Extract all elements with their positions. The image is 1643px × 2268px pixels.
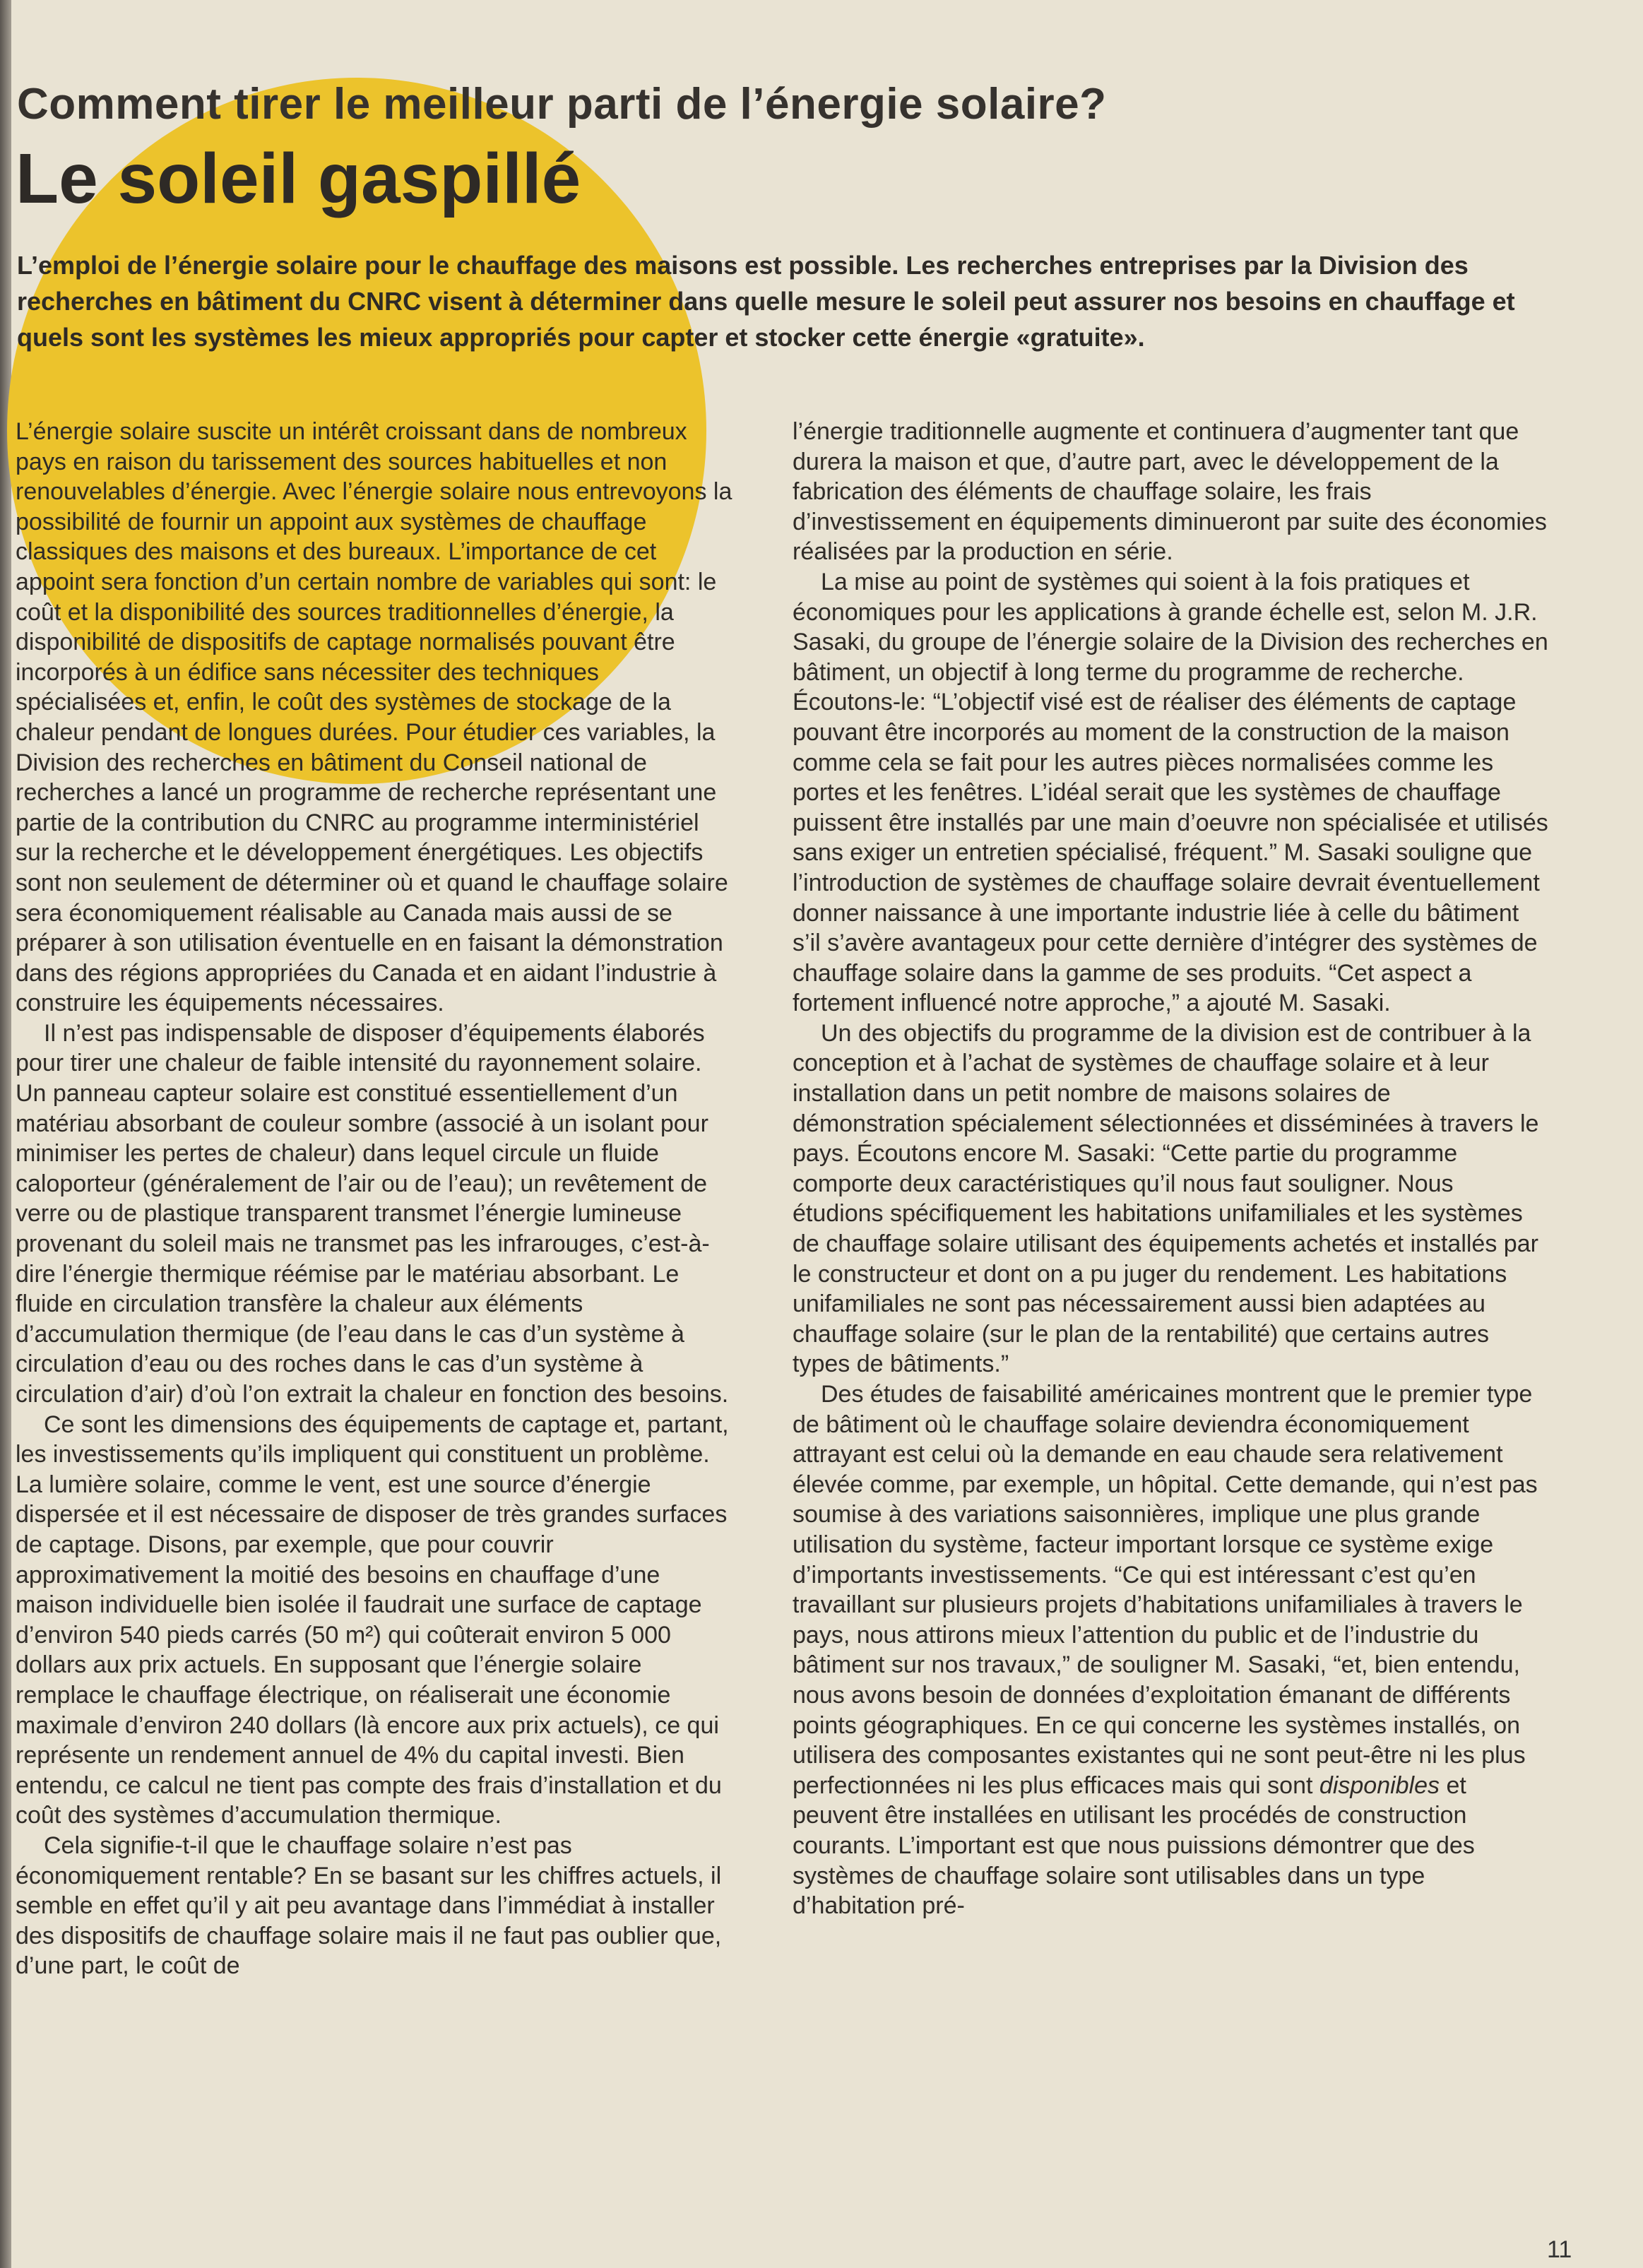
left-column bbox=[16, 417, 736, 2211]
paragraph-text: et peuvent être installées en utilisant les procédés de construction courants. L’important est que nous puissions démontrer que des systèmes de chauffage solaire sont utilisables dans un type d’habitation pré- bbox=[793, 1771, 1475, 1920]
paragraph: Ce sont les dimensions des équipements de captage et, partant, les investissements qu’ils impliquent qui constituent un problème. La lumière solaire, comme le vent, est une source d’énergie dispersée et il est nécessaire de disposer de très grandes surfaces de captage. Disons, par exemple, que pour couvrir approximativement la moitié des besoins en chauffage d’une maison individuelle bien isolée il faudrait une surface de captage d’environ 540 pieds carrés (50 m²) qui coûterait environ 5 000 dollars aux prix actuels. En supposant que l’énergie solaire remplace le chauffage électrique, on réaliserait une économie maximale d’environ 240 dollars (là encore aux prix actuels), ce qui représente un rendement annuel de 4% du capital investi. Bien entendu, ce calcul ne tient pas compte des frais d’installation et du coût des systèmes d’accumulation thermique. bbox=[16, 1411, 729, 1829]
paragraph bbox=[793, 1379, 1548, 1921]
paragraph: l’énergie traditionnelle augmente et continuera d’augmenter tant que durera la maison et que, d’autre part, avec le développement de la fabrication des éléments de chauffage solaire, les frais d’investissement en équipements diminueront par suite des économies réalisées par la production en série. bbox=[793, 418, 1547, 566]
paragraph: L’énergie solaire suscite un intérêt croissant dans de nombreux pays en raison du tarissement des sources habituelles et non renouvelables d’énergie. Avec l’énergie solaire nous entrevoyons la possibilité de fournir un appoint aux systèmes de chauffage classiques des maisons et des bureaux. L’importance de cet appoint sera fonction d’un certain nombre de variables qui sont: le coût et la disponibilité des sources traditionnelles d’énergie, la disponibilité de dispositifs de captage normalisés pouvant être incorporés à un édifice sans nécessiter des techniques spécialisées et, enfin, le coût des systèmes de stockage de la chaleur pendant de longues durées. Pour étudier ces variables, la Division des recherches en bâtiment du Conseil national de recherches a lancé un programme de recherche représentant une partie de la contribution du CNRC au programme interministériel sur la recherche et le développement énergétiques. Les objectifs sont non seulement de déterminer où et quand le chauffage solaire sera économiquement réalisable au Canada mais aussi de se préparer à son utilisation éventuelle en en faisant la démonstration dans des régions appropriées du Canada et en aidant l’industrie à construire les équipements nécessaires. bbox=[16, 418, 732, 1017]
emphasis-text: disponibles bbox=[1319, 1771, 1440, 1799]
paragraph: Cela signifie-t-il que le chauffage solaire n’est pas économiquement rentable? En se basant sur les chiffres actuels, il semble en effet qu’il y ait peu avantage dans l’immédiat à installer des dispositifs de chauffage solaire mais il ne faut pas oublier que, d’une part, le coût de bbox=[16, 1831, 722, 1980]
article-title: Le soleil gaspillé bbox=[16, 139, 581, 218]
right-column bbox=[793, 417, 1548, 2211]
paragraph-text: Des études de faisabilité américaines montrent que le premier type de bâtiment où le chauffage solaire deviendra économiquement attrayant est celui où la demande en eau chaude sera relativement élevée comme, par exemple, un hôpital. Cette demande, qui n’est pas soumise à des variations saisonnières, implique une plus grande utilisation du système, facteur important lorsque ce système exige d’importants investissements. “Ce qui est intéressant c’est qu’en travaillant sur plusieurs projets d’habitations unifamiliales à travers le pays, nous attirons mieux l’attention du public et de l’industrie du bâtiment sur nos travaux,” de souligner M. Sasaki, “et, bien entendu, nous avons besoin de données d’exploitation émanant de différents points géographiques. En ce qui concerne les systèmes installés, on utilisera des composantes existantes qui ne sont peut-être ni les plus perfectionnées ni les plus efficaces mais qui sont bbox=[793, 1381, 1538, 1799]
paragraph: La mise au point de systèmes qui soient à la fois pratiques et économiques pour les applications à grande échelle est, selon M. J.R. Sasaki, du groupe de l’énergie solaire de la Division des recherches en bâtiment, un objectif à long terme du programme de recherche. Écoutons-le: “L’objectif visé est de réaliser des éléments de captage pouvant être incorporés au moment de la construction de la maison comme cela se fait pour les autres pièces normalisées comme les portes et les fenêtres. L’idéal serait que les systèmes de chauffage puissent être installés par une main d’oeuvre non spécialisée et utilisés sans exiger un entretien spécialisé, fréquent.” M. Sasaki souligne que l’introduction de systèmes de chauffage solaire devrait éventuellement donner naissance à une importante industrie liée à celle du bâtiment s’il s’avère avantageux pour cette dernière d’intégrer des systèmes de chauffage solaire dans la gamme de ses produits. “Cet aspect a fortement influencé notre approche,” a ajouté M. Sasaki. bbox=[793, 568, 1548, 1017]
page-number: 11 bbox=[1547, 2236, 1572, 2263]
article-lead: L’emploi de l’énergie solaire pour le chauffage des maisons est possible. Les recherches entreprises par la Division des recherches en bâtiment du CNRC visent à déterminer dans quelle mesure le soleil peut assurer nos besoins en chauffage et quels sont les systèmes les mieux appropriés pour capter et stocker cette énergie «gratuite». bbox=[17, 251, 1515, 352]
binding-edge bbox=[0, 0, 11, 2268]
paragraph: Un des objectifs du programme de la division est de contribuer à la conception et à l’achat de systèmes de chauffage solaire et à leur installation dans un petit nombre de maisons solaires de démonstration spécialement sélectionnées et disséminées à travers le pays. Écoutons encore M. Sasaki: “Cette partie du programme comporte deux caractéristiques qu’il nous faut souligner. Nous étudions spécifiquement les habitations unifamiliales et les systèmes de chauffage solaire utilisant des équipements achetés et installés par le constructeur et dont on a pu juger du rendement. Les habitations unifamiliales ne sont pas nécessairement aussi bien adaptées au chauffage solaire (sur le plan de la rentabilité) que certains autres types de bâtiments.” bbox=[793, 1019, 1539, 1378]
paragraph: Il n’est pas indispensable de disposer d’équipements élaborés pour tirer une chaleur de faible intensité du rayonnement solaire. Un panneau capteur solaire est constitué essentiellement d’un matériau absorbant de couleur sombre (associé à un isolant pour minimiser les pertes de chaleur) dans lequel circule un fluide caloporteur (généralement de l’air ou de l’eau); un revêtement de verre ou de plastique transparent transmet l’énergie lumineuse provenant du soleil mais ne transmet pas les infrarouges, c’est-à-dire l’énergie thermique réémise par le matériau absorbant. Le fluide en circulation transfère la chaleur aux éléments d’accumulation thermique (de l’eau dans le cas d’un système à circulation d’eau ou des roches dans le cas d’un système à circulation d’air) d’où l’on extrait la chaleur en fonction des besoins. bbox=[16, 1019, 729, 1408]
article-kicker: Comment tirer le meilleur parti de l’énergie solaire? bbox=[17, 80, 1107, 129]
